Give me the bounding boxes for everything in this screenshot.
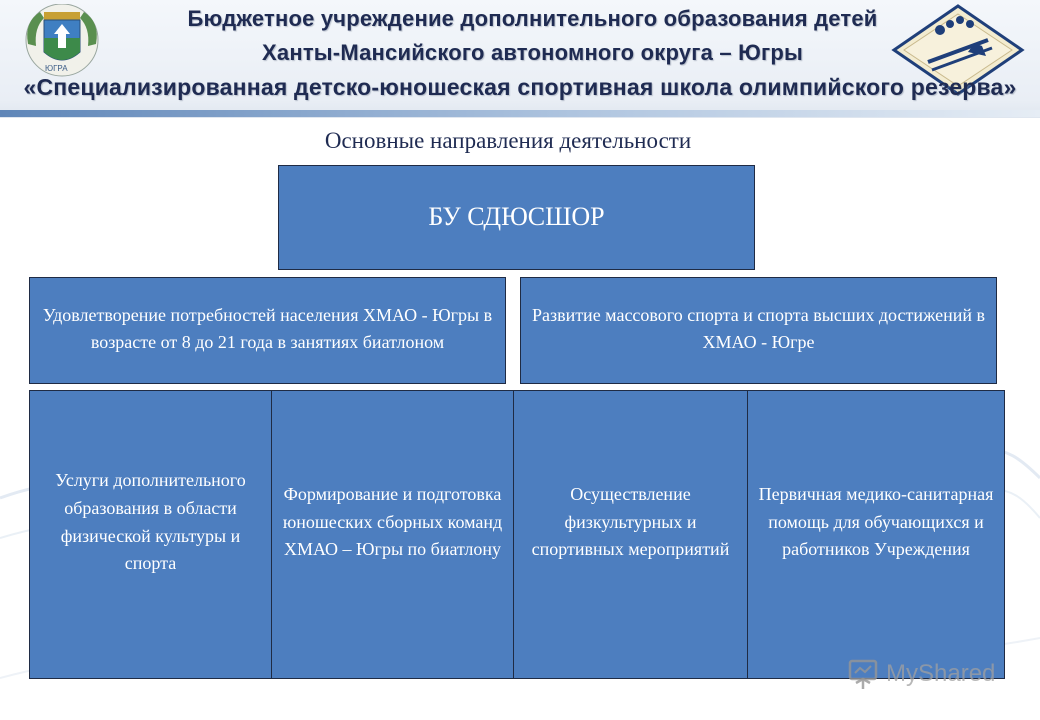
header-title-line-1: Бюджетное учреждение дополнительного образования детей: [187, 6, 878, 31]
service-node-4: Первичная медико-санитарная помощь для обучающихся и работников Учреждения: [747, 390, 1005, 679]
watermark: [846, 654, 1016, 694]
header-divider: [0, 110, 1040, 117]
header-title-line-3: «Специализированная детско-юношеская спортивная школа олимпийского резерва»: [23, 74, 1017, 100]
direction-node-1: Удовлетворение потребностей населения ХМАО - Югры в возрасте от 8 до 21 года в занятиях биатлоном: [29, 277, 506, 384]
crest-caption: ЮГРА: [45, 64, 68, 73]
service-node-1: Услуги дополнительного образования в области физической культуры и спорта: [29, 390, 272, 679]
root-node: БУ СДЮСШОР: [278, 165, 755, 270]
diagram-subtitle: Основные направления деятельности: [324, 128, 692, 153]
direction-node-2: Развитие массового спорта и спорта высших достижений в ХМАО - Югре: [520, 277, 997, 384]
header-title-line-2: Ханты-Мансийского автономного округа – Югры: [262, 40, 803, 65]
watermark-text: MyShared: [886, 660, 996, 687]
service-node-3: Осуществление физкультурных и спортивных мероприятий: [513, 390, 748, 679]
presentation-icon: [846, 657, 880, 691]
service-node-2: Формирование и подготовка юношеских сборных команд ХМАО – Югры по биатлону: [271, 390, 514, 679]
